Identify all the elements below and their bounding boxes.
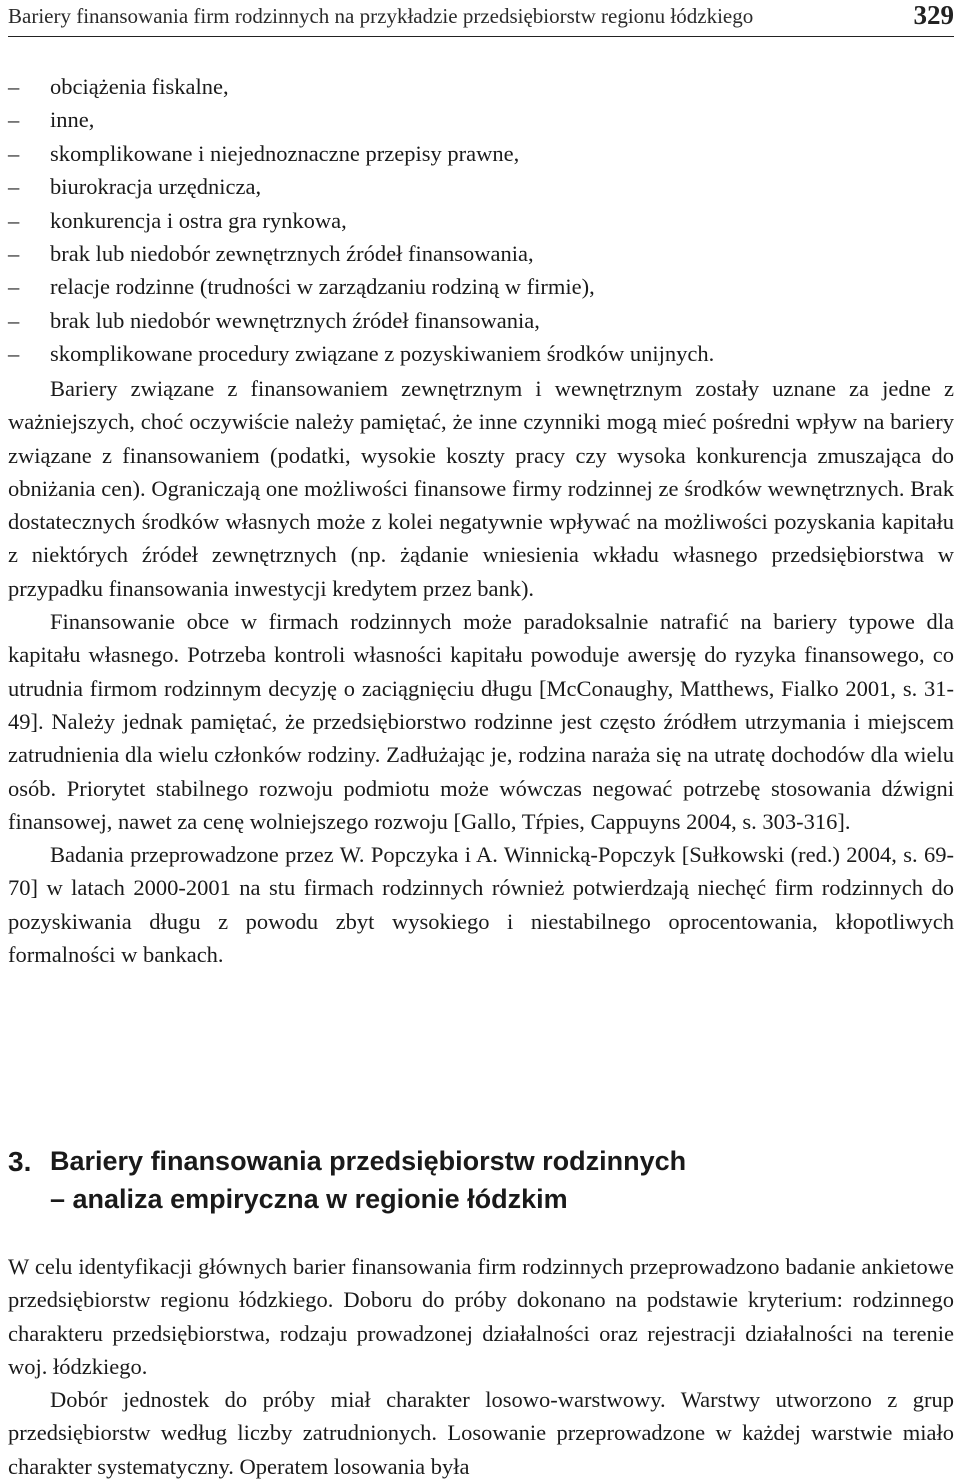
list-item bbox=[8, 237, 954, 270]
list-item-text: biurokracja urzędnicza, bbox=[50, 174, 262, 200]
list-item-text: konkurencja i ostra gra rynkowa, bbox=[50, 207, 347, 233]
page-number: 329 bbox=[913, 0, 954, 30]
body-paragraph: Finansowanie obce w firmach rodzinnych może paradoksalnie natrafić na bariery typowe dla kapitału własnego. Potrzeba kontroli własności kapitału powoduje awersję do ryzyka finansowego, co utrudnia firmom rodzinnym decyzję o zaciągnięciu długu [McConaughy, Matthews, Fialko 2001, s. 31-49]. Należy jednak pamiętać, że przedsiębiorstwo rodzinne jest często źródłem utrzymania i miejscem zatrudnienia dla wielu członków rodziny. Zadłużając je, rodzina naraża się na utratę dochodów dla wielu osób. Priorytet stabilnego rozwoju podmiotu może wówczas negować potrzebę stosowania dźwigni finansowej, nawet za cenę wolniejszego rozwoju [Gallo, Tŕpies, Cappuyns 2004, s. 303-316]. bbox=[8, 609, 954, 834]
section-number: 3. bbox=[8, 1146, 32, 1177]
list-item-text: relacje rodzinne (trudności w zarządzaniu rodziną w firmie), bbox=[50, 274, 595, 300]
list-item-text: obciążenia fiskalne, bbox=[50, 74, 229, 99]
list-item bbox=[8, 270, 954, 303]
dash-marker: – bbox=[8, 207, 20, 233]
dash-marker: – bbox=[8, 274, 20, 300]
body-text bbox=[8, 372, 954, 971]
dash-marker: – bbox=[8, 341, 20, 367]
list-item bbox=[8, 204, 954, 237]
dash-marker: – bbox=[8, 140, 20, 166]
body-paragraph: Bariery związane z finansowaniem zewnętrznym i wewnętrznym zostały uznane za jedne z ważniejszych, choć oczywiście należy pamiętać, że inne czynniki mogą mieć pośredni wpływ na bariery związane z finansowaniem (podatki, wysokie koszty pracy czy wysoka konkurencja zmuszająca do obniżania cen). Ograniczają one możliwości finansowe firmy rodzinnej ze środków wewnętrznych. Brak dostatecznych środków własnych może z kolei negatywnie wpływać na możliwości pozyskania kapitału z niektórych źródeł zewnętrznych (np. żądanie wniesienia wkładu własnego przedsiębiorstwa w przypadku finansowania inwestycji kredytem przez bank). bbox=[8, 376, 954, 601]
list-item-text: brak lub niedobór zewnętrznych źródeł finansowania, bbox=[50, 240, 534, 266]
section-paragraph: W celu identyfikacji głównych barier finansowania firm rodzinnych przeprowadzono badanie ankietowe przedsiębiorstw regionu łódzkiego. Doboru do próby dokonano na podstawie kryterium: rodzinnego charakteru przedsiębiorstwa, rodzaju prowadzonej działalności oraz rejestracji działalności na terenie woj. łódzkiego. bbox=[8, 1254, 954, 1379]
list-item bbox=[8, 103, 954, 136]
list-item bbox=[8, 170, 954, 203]
body-paragraph: Badania przeprowadzone przez W. Popczyka i A. Winnicką-Popczyk [Sułkowski (red.) 2004, s. 69-70] w latach 2000-2001 na stu firmach rodzinnych również potwierdzają niechęć firm rodzinnych do pozyskiwania długu z powodu zbyt wysokiego i niestabilnego oprocentowania, kłopotliwych formalności w bankach. bbox=[8, 842, 954, 968]
dash-marker: – bbox=[8, 240, 20, 266]
list-item-text: inne, bbox=[50, 107, 95, 133]
running-title: Bariery finansowania firm rodzinnych na przykładzie przedsiębiorstw regionu łódzkiego bbox=[8, 4, 754, 28]
list-item bbox=[8, 70, 954, 103]
list-item-text: skomplikowane procedury związane z pozyskiwaniem środków unijnych. bbox=[50, 341, 715, 367]
dash-marker: – bbox=[8, 307, 20, 333]
list-item bbox=[8, 304, 954, 337]
list-item-text: brak lub niedobór wewnętrznych źródeł finansowania, bbox=[50, 307, 540, 333]
section-body-text bbox=[8, 1250, 954, 1483]
list-item-text: skomplikowane i niejednoznaczne przepisy prawne, bbox=[50, 140, 520, 166]
dash-marker: – bbox=[8, 74, 20, 99]
list-item bbox=[8, 337, 954, 370]
list-item bbox=[8, 137, 954, 170]
section-paragraph: Dobór jednostek do próby miał charakter losowo-warstwowy. Warstwy utworzono z grup przedsiębiorstw według liczby zatrudnionych. Losowanie przeprowadzone w każdej warstwie miało charakter systematyczny. Operatem losowania była bbox=[8, 1387, 954, 1479]
section-title-line-2: – analiza empiryczna w regionie łódzkim bbox=[50, 1184, 568, 1214]
barrier-list bbox=[8, 70, 954, 371]
dash-marker: – bbox=[8, 107, 20, 133]
section-title-line-1: Bariery finansowania przedsiębiorstw rodzinnych bbox=[50, 1146, 687, 1176]
running-header bbox=[8, 2, 954, 37]
dash-marker: – bbox=[8, 174, 20, 200]
